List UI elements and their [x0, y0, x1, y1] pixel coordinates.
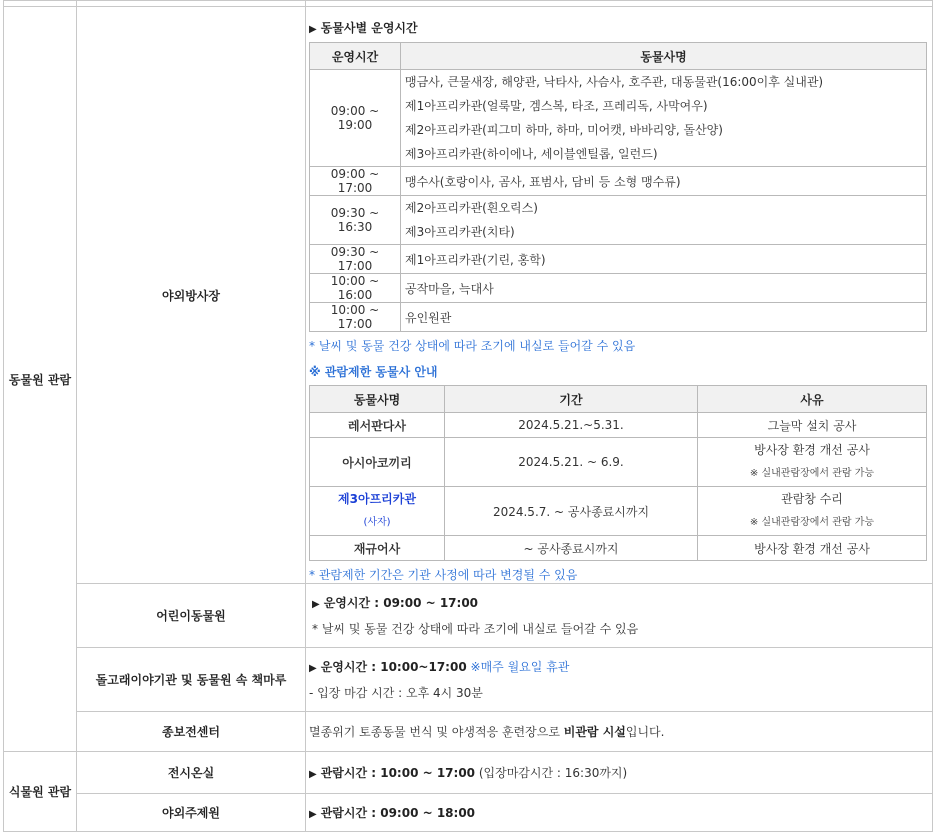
dolphin-label: 돌고래이야기관 및 동물원 속 책마루 — [77, 648, 306, 712]
reason-cell: 그늘막 설치 공사 — [698, 413, 927, 438]
kids-note: * 날씨 및 동물 건강 상태에 따라 조기에 내실로 들어갈 수 있음 — [312, 621, 639, 636]
greenhouse-label: 전시온실 — [77, 752, 306, 794]
outdoor-garden-label: 야외주제원 — [77, 794, 306, 832]
restrict-title: ※ 관람제한 동물사 안내 — [309, 365, 438, 379]
table-row — [310, 245, 927, 274]
name-line: 제1아프리카관(기린, 홍학) — [401, 245, 927, 274]
table-row — [310, 196, 927, 245]
table-row — [310, 303, 927, 332]
name-line: 제2아프리카관(흰오릭스) — [405, 201, 538, 215]
restrict-table — [309, 385, 927, 561]
reason-cell: 방사장 환경 개선 공사 — [698, 536, 927, 561]
time-cell: 09:00 ~ 17:00 — [310, 167, 401, 196]
triangle-icon: ▶ — [309, 24, 317, 35]
name-line: 맹금사, 큰물새장, 해양관, 낙타사, 사슴사, 호주관, 대동물관(16:00이후 실내관) — [405, 75, 824, 89]
greenhouse-hours: ▶ 관람시간 : 10:00 ~ 17:00 (입장마감시간 : 16:30까지) — [309, 766, 628, 780]
zoo-label: 동물원 관람 — [4, 7, 77, 752]
hours-table — [3, 0, 933, 832]
col-header-time: 운영시간 — [310, 43, 401, 70]
reason-cell: 관람창 수리 — [781, 492, 843, 506]
name-line: 제3아프리카관(치타) — [405, 225, 515, 239]
col-header-period: 기간 — [445, 386, 698, 413]
table-row — [310, 413, 927, 438]
time-cell: 10:00 ~ 17:00 — [310, 303, 401, 332]
garden-label: 식물원 관람 — [4, 752, 77, 832]
animal-name: 제3아프리카관 — [338, 492, 416, 506]
outdoor-label: 야외방사장 — [77, 7, 306, 584]
table-row — [310, 536, 927, 561]
table-row — [310, 167, 927, 196]
reason-sub: ※ 실내관람장에서 관람 가능 — [749, 517, 875, 528]
name-line: 제1아프리카관(얼룩말, 겜스복, 타조, 프레리독, 사막여우) — [405, 99, 708, 113]
animal-hours-table — [309, 42, 927, 332]
animal-sub: (사자) — [363, 517, 391, 528]
kids-label: 어린이동물원 — [77, 584, 306, 648]
time-cell: 10:00 ~ 16:00 — [310, 274, 401, 303]
triangle-icon: ▶ — [309, 662, 317, 674]
closed-note: ※매주 월요일 휴관 — [470, 659, 570, 674]
period-cell: ~ 공사종료시까지 — [445, 536, 698, 561]
col-header-name: 동물사명 — [401, 43, 927, 70]
weather-note: * 날씨 및 동물 건강 상태에 따라 조기에 내실로 들어갈 수 있음 — [309, 339, 636, 353]
reason-sub: ※ 실내관람장에서 관람 가능 — [749, 468, 875, 479]
time-cell: 09:30 ~ 17:00 — [310, 245, 401, 274]
kids-hours: ▶ 운영시간 : 09:00 ~ 17:00 — [312, 595, 479, 610]
col-header-animal: 동물사명 — [310, 386, 445, 413]
outdoor-section-title: ▶ 동물사별 운영시간 — [309, 21, 418, 35]
period-cell: 2024.5.21.~5.31. — [445, 413, 698, 438]
animal-name: 레서판다사 — [310, 413, 445, 438]
name-line: 유인원관 — [401, 303, 927, 332]
name-line: 제3아프리카관(하이에나, 세이블엔틸롭, 일런드) — [405, 147, 658, 161]
dolphin-hours: ▶ 운영시간 : 10:00~17:00 ※매주 월요일 휴관 — [309, 659, 570, 674]
table-row — [310, 274, 927, 303]
triangle-icon: ▶ — [309, 809, 317, 820]
animal-name: 재규어사 — [310, 536, 445, 561]
name-line: 맹수사(호랑이사, 곰사, 표범사, 담비 등 소형 맹수류) — [401, 167, 927, 196]
table-row — [310, 487, 927, 536]
triangle-icon: ▶ — [312, 598, 320, 610]
animal-name: 아시아코끼리 — [310, 438, 445, 487]
period-cell: 2024.5.7. ~ 공사종료시까지 — [445, 487, 698, 536]
last-entry: - 입장 마감 시간 : 오후 4시 30분 — [309, 685, 483, 700]
period-cell: 2024.5.21. ~ 6.9. — [445, 438, 698, 487]
col-header-reason: 사유 — [698, 386, 927, 413]
species-label: 종보전센터 — [77, 712, 306, 752]
name-line: 공작마을, 늑대사 — [401, 274, 927, 303]
time-cell: 09:00 ~ 19:00 — [310, 70, 401, 167]
table-row — [310, 438, 927, 487]
reason-cell: 방사장 환경 개선 공사 — [754, 443, 870, 457]
outdoor-garden-hours: ▶ 관람시간 : 09:00 ~ 18:00 — [309, 806, 476, 820]
name-line: 제2아프리카관(피그미 하마, 하마, 미어캣, 바바리양, 돌산양) — [405, 123, 723, 137]
table-row — [310, 70, 927, 167]
time-cell: 09:30 ~ 16:30 — [310, 196, 401, 245]
restrict-note: * 관람제한 기간은 기관 사정에 따라 변경될 수 있음 — [309, 568, 578, 582]
triangle-icon: ▶ — [309, 769, 317, 780]
species-text: 멸종위기 토종동물 번식 및 야생적응 훈련장으로 비관람 시설입니다. — [309, 725, 665, 739]
